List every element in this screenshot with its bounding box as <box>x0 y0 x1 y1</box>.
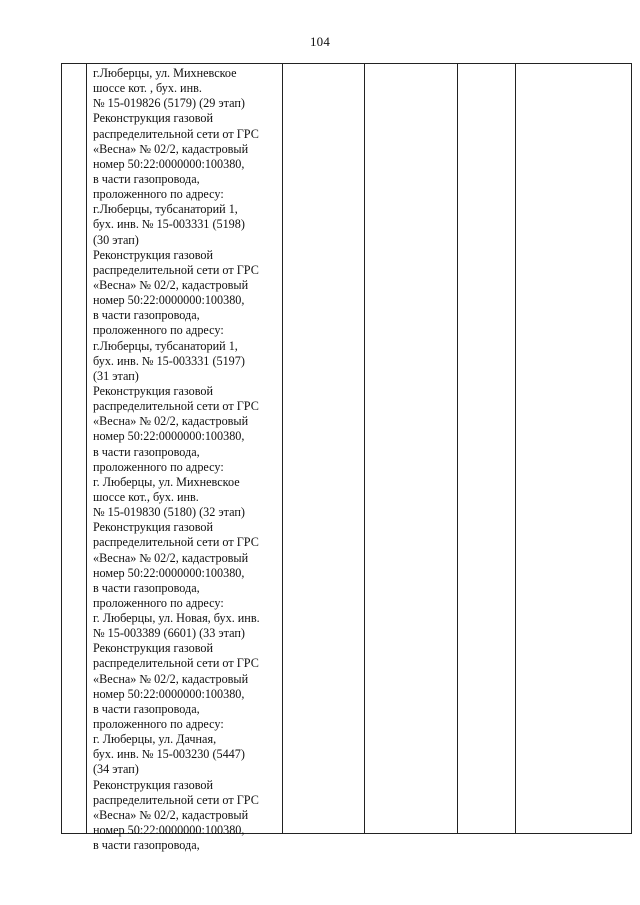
description-line: «Весна» № 02/2, кадастровый <box>93 807 249 822</box>
column-divider <box>282 64 283 833</box>
description-line: проложенного по адресу: <box>93 323 224 338</box>
document-table <box>61 63 632 853</box>
description-line: распределительной сети от ГРС <box>93 126 259 141</box>
description-line: шоссе кот. , бух. инв. <box>93 81 202 96</box>
description-line: Реконструкция газовой <box>93 247 214 262</box>
description-line: (30 этап) <box>93 232 139 247</box>
description-line: Реконструкция газовой <box>93 520 214 535</box>
description-line: Реконструкция газовой <box>93 383 214 398</box>
description-line: бух. инв. № 15-003331 (5198) <box>93 217 245 232</box>
description-line: «Весна» № 02/2, кадастровый <box>93 277 249 292</box>
description-line: проложенного по адресу: <box>93 459 224 474</box>
description-line: номер 50:22:0000000:100380, <box>93 293 245 308</box>
description-line: г. Люберцы, ул. Дачная, <box>93 732 217 747</box>
description-line: бух. инв. № 15-003331 (5197) <box>93 353 245 368</box>
page-number: 104 <box>309 34 331 49</box>
description-line: в части газопровода, <box>93 171 200 186</box>
description-line: номер 50:22:0000000:100380, <box>93 565 245 580</box>
description-cell <box>93 66 281 853</box>
description-line: в части газопровода, <box>93 444 200 459</box>
description-line: (34 этап) <box>93 762 139 777</box>
description-line: г.Люберцы, тубсанаторий 1, <box>93 202 238 217</box>
description-line: номер 50:22:0000000:100380, <box>93 156 245 171</box>
description-line: № 15-003389 (6601) (33 этап) <box>93 626 245 641</box>
description-line: «Весна» № 02/2, кадастровый <box>93 550 249 565</box>
description-line: Реконструкция газовой <box>93 641 214 656</box>
description-line: «Весна» № 02/2, кадастровый <box>93 141 249 156</box>
column-divider <box>457 64 458 833</box>
description-line: проложенного по адресу: <box>93 717 224 732</box>
description-line: распределительной сети от ГРС <box>93 399 259 414</box>
description-line: г.Люберцы, ул. Михневское <box>93 66 237 80</box>
description-line: № 15-019830 (5180) (32 этап) <box>93 505 245 520</box>
description-line: Реконструкция газовой <box>93 777 214 792</box>
description-line: г. Люберцы, ул. Михневское <box>93 474 240 489</box>
description-line: г.Люберцы, тубсанаторий 1, <box>93 338 238 353</box>
description-line: в части газопровода, <box>93 838 200 853</box>
description-line: № 15-019826 (5179) (29 этап) <box>93 96 245 111</box>
description-line: проложенного по адресу: <box>93 595 224 610</box>
description-line: «Весна» № 02/2, кадастровый <box>93 414 249 429</box>
description-line: распределительной сети от ГРС <box>93 535 259 550</box>
description-line: номер 50:22:0000000:100380, <box>93 823 245 838</box>
description-line: Реконструкция газовой <box>93 111 214 126</box>
description-line: бух. инв. № 15-003230 (5447) <box>93 747 245 762</box>
description-line: в части газопровода, <box>93 580 200 595</box>
description-line: (31 этап) <box>93 368 139 383</box>
column-divider <box>364 64 365 833</box>
column-divider <box>86 64 87 833</box>
description-line: номер 50:22:0000000:100380, <box>93 686 245 701</box>
description-line: номер 50:22:0000000:100380, <box>93 429 245 444</box>
column-divider <box>515 64 516 833</box>
description-line: в части газопровода, <box>93 308 200 323</box>
description-line: распределительной сети от ГРС <box>93 792 259 807</box>
description-line: «Весна» № 02/2, кадастровый <box>93 671 249 686</box>
description-line: проложенного по адресу: <box>93 187 224 202</box>
description-line: распределительной сети от ГРС <box>93 262 259 277</box>
description-line: распределительной сети от ГРС <box>93 656 259 671</box>
description-line: в части газопровода, <box>93 701 200 716</box>
description-line: г. Люберцы, ул. Новая, бух. инв. <box>93 611 260 626</box>
description-line: шоссе кот., бух. инв. <box>93 489 199 504</box>
